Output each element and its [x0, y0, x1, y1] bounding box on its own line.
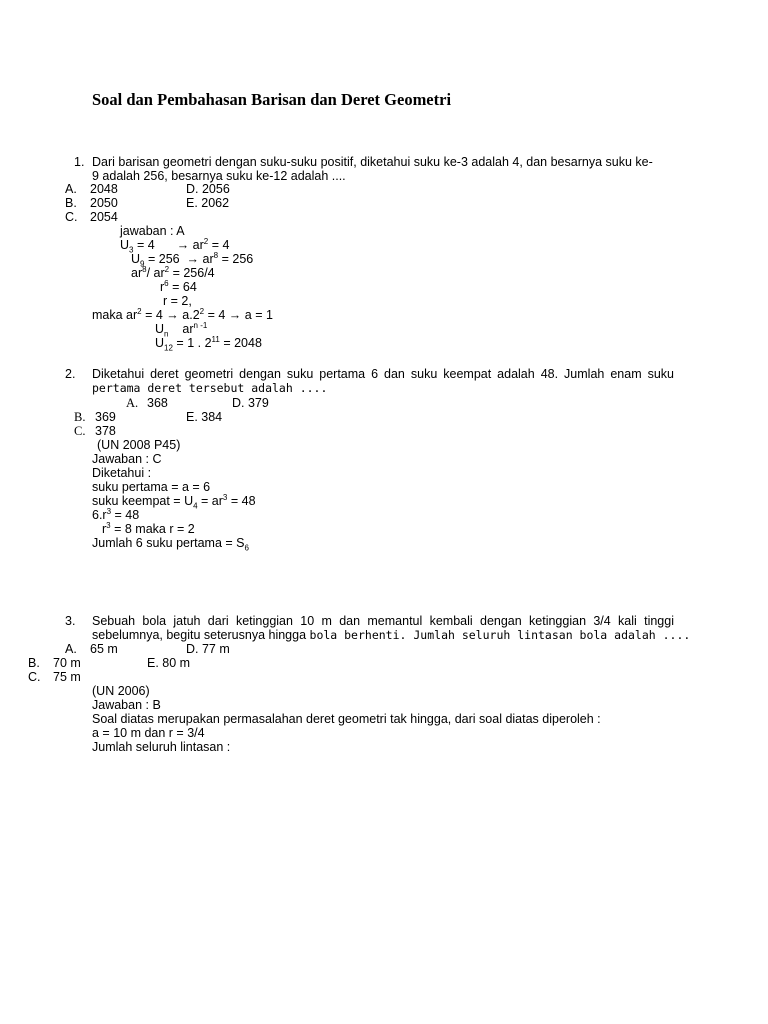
q1-text-line1: Dari barisan geometri dengan suku-suku positif, diketahui suku ke-3 adalah 4, dan besarnya suku ke- — [92, 155, 653, 169]
q3-work-line3: Jumlah seluruh lintasan : — [92, 740, 231, 754]
q1-option-c-letter: C. — [65, 210, 78, 224]
q1-text-line2: 9 adalah 256, besarnya suku ke-12 adalah .... — [92, 169, 346, 183]
q2-source: (UN 2008 P45) — [97, 438, 181, 452]
q1-option-b: 2050 — [90, 196, 118, 210]
q2-option-a-letter: A. — [126, 396, 139, 410]
q3-number: 3. — [65, 614, 76, 628]
q2-work-line3: $6.r^3 = 48$ — [92, 506, 140, 522]
q2-answer: Jawaban : C — [92, 452, 162, 466]
q1-option-a: 2048 — [90, 182, 118, 196]
q3-option-b: 70 m — [53, 656, 81, 670]
q2-number: 2. — [65, 367, 76, 381]
q2-option-d: D. 379 — [232, 396, 269, 410]
q1-step-u12: $U_{12} = 1$ . $2^{11} = 2048$ — [155, 334, 262, 353]
q1-step-ratio: $ar^8/$ $ar^2 = 256/4$ — [131, 264, 215, 280]
q1-step-r: r = 2, — [163, 294, 192, 308]
q2-work-line4: $r^3 = 8$ maka r = 2 — [102, 520, 195, 536]
q3-source: (UN 2006) — [92, 684, 150, 698]
page-title: Soal dan Pembahasan Barisan dan Deret Geometri — [92, 90, 452, 109]
q3-option-b-letter: B. — [28, 656, 40, 670]
q1-step-un: $U_n$ $ar^{n -1}$ — [155, 320, 208, 339]
q3-option-c-letter: C. — [28, 670, 41, 684]
q3-text-line1: Sebuah bola jatuh dari ketinggian 10 m dan memantul kembali dengan ketinggian 3/4 kali tinggi — [92, 614, 674, 628]
q2-option-b-letter: B. — [74, 410, 86, 424]
q1-option-e: E. 2062 — [186, 196, 230, 210]
q2-work-line2: suku keempat = $U_4 = ar^3 = 48$ — [92, 492, 256, 511]
q2-option-b: 369 — [95, 410, 116, 424]
q2-work-line5: Jumlah 6 suku pertama = $S_6$ — [92, 536, 249, 553]
q2-option-c: 378 — [95, 424, 116, 438]
q3-answer: Jawaban : B — [92, 698, 161, 712]
q3-text-line2: sebelumnya, begitu seterusnya hingga bola berhenti. Jumlah seluruh lintasan bola adalah .... — [92, 628, 691, 642]
q2-option-c-letter: C. — [74, 424, 86, 438]
q3-work-line2: a = 10 m dan r = 3/4 — [92, 726, 205, 740]
q2-text-line1: Diketahui deret geometri dengan suku pertama 6 dan suku keempat adalah 48. Jumlah enam suku — [92, 367, 674, 381]
q1-step-u3: $U_3 = 4 \to ar^2 = 4$ — [120, 236, 230, 255]
q2-known-label: Diketahui : — [92, 466, 152, 480]
q2-option-e: E. 384 — [186, 410, 223, 424]
q1-option-b-letter: B. — [65, 196, 77, 210]
q3-option-c: 75 m — [53, 670, 81, 684]
q1-number: 1. — [74, 155, 85, 169]
q3-option-a: 65 m — [90, 642, 118, 656]
q3-option-a-letter: A. — [65, 642, 77, 656]
q1-option-d: D. 2056 — [186, 182, 230, 196]
q1-step-u9: $U_9 = 256 \to ar^8 = 256$ — [131, 250, 254, 269]
q3-option-d: D. 77 m — [186, 642, 230, 656]
q2-work-line1: suku pertama = a = 6 — [92, 480, 211, 494]
q1-option-a-letter: A. — [65, 182, 77, 196]
q3-work-line1: Soal diatas merupakan permasalahan deret geometri tak hingga, dari soal diatas diperoleh : — [92, 712, 601, 726]
q1-step-a: maka $ar^2 = 4 \to a.2^2 = 4 \to a = 1$ — [92, 306, 273, 322]
q1-answer: jawaban : A — [120, 224, 185, 238]
q2-text-line2: pertama deret tersebut adalah .... — [92, 381, 328, 395]
q1-step-r6: $r^6 = 64$ — [160, 278, 197, 294]
q2-option-a: 368 — [147, 396, 168, 410]
q3-option-e: E. 80 m — [147, 656, 191, 670]
q1-option-c: 2054 — [90, 210, 118, 224]
